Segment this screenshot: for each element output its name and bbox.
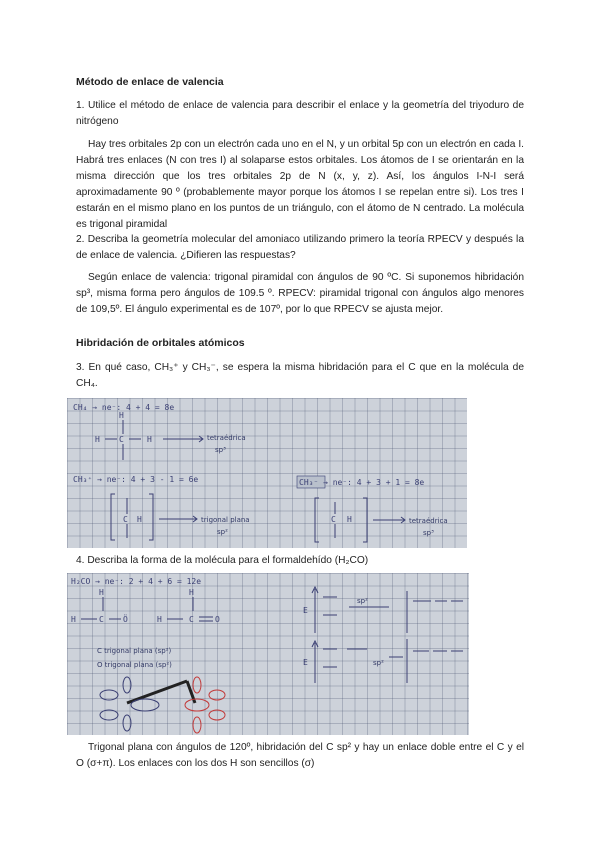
question-1: 1. Utilice el método de enlace de valencia para describir el enlace y la geometría del triyoduro de nitrógeno	[76, 100, 524, 127]
svg-text:C: C	[123, 515, 128, 524]
note-tetrahedral-1: tetraédrica	[207, 434, 246, 442]
svg-text:E: E	[303, 658, 308, 667]
note-ch3plus-electrons: CH₃⁺ → ne⁻: 4 + 3 - 1 = 6e	[73, 475, 199, 484]
svg-text:Ö: Ö	[123, 615, 128, 624]
orbital-sketch	[100, 677, 225, 733]
note-sp3-1: sp³	[215, 446, 226, 454]
ch3minus-structure	[315, 498, 405, 542]
note-ch3minus-electrons: CH₃⁻ → ne⁻: 4 + 3 + 1 = 8e	[299, 478, 425, 487]
note-ch4-electrons: CH₄ → ne⁻: 4 + 4 = 8e	[73, 403, 175, 412]
svg-text:H: H	[157, 615, 162, 624]
answer-4: Trigonal plana con ángulos de 120º, hibridación del C sp² y hay un enlace doble entre el C y el O (σ+π). Los enlaces con los dos H son sencillos (σ)	[76, 742, 524, 769]
note-trigonal-plana: trigonal plana	[201, 516, 250, 524]
handwritten-notes-q4	[67, 573, 469, 735]
note-c-trigonal: C trigonal plana (sp²)	[97, 647, 172, 655]
svg-text:H: H	[99, 588, 104, 597]
svg-text:C: C	[119, 435, 124, 444]
handwritten-notes-q3	[67, 398, 467, 548]
section-title-valence-bond: Método de enlace de valencia	[76, 76, 224, 88]
note-h2co-electrons: H₂CO → ne⁻: 2 + 4 + 6 = 12e	[71, 577, 202, 586]
section-title-hybridization: Hibridación de orbitales atómicos	[76, 337, 245, 349]
note-sp2-c: sp²	[357, 597, 368, 605]
question-3: 3. En qué caso, CH₃⁺ y CH₃⁻, se espera la misma hibridación para el C que en la molécula de CH₄.	[76, 362, 524, 389]
svg-text:H: H	[71, 615, 76, 624]
svg-text:H: H	[137, 515, 142, 524]
svg-text:H: H	[119, 411, 124, 420]
question-4: 4. Describa la forma de la molécula para el formaldehído (H₂CO)	[76, 555, 369, 566]
handwritten-notes-photo-q4	[67, 573, 469, 735]
svg-text:C: C	[99, 615, 104, 624]
svg-text:O: O	[215, 615, 220, 624]
note-sp2: sp²	[217, 528, 228, 536]
note-o-trigonal: O trigonal plana (sp²)	[97, 661, 172, 669]
svg-text:H: H	[147, 435, 152, 444]
svg-text:E: E	[303, 606, 308, 615]
answer-2: Según enlace de valencia: trigonal piramidal con ángulos de 90 ºC. Si suponemos hibridación sp³, misma forma pero ángulos de 109.5 º. RPECV: piramidal trigonal con ángulos algo menores de 109,5º. El ángulo experimental es de 107º, por lo que RPECV se ajusta mejor.	[76, 272, 524, 315]
svg-text:C: C	[189, 615, 194, 624]
svg-text:C: C	[331, 515, 336, 524]
note-sp3-2: sp³	[423, 529, 434, 537]
orbital-energy-diagrams	[312, 587, 463, 683]
note-tetrahedral-2: tetraédrica	[409, 517, 448, 525]
handwritten-notes-photo-q3	[67, 398, 467, 548]
svg-text:H: H	[95, 435, 100, 444]
note-sp2-o: sp²	[373, 659, 384, 667]
svg-text:H: H	[189, 588, 194, 597]
answer-1: Hay tres orbitales 2p con un electrón cada uno en el N, y un orbital 5p con un electrón en cada I. Habrá tres enlaces (N con tres I) al solaparse estos orbitales. Los átomos de I se orientarán en la misma dirección que los tres orbitales 2p de N (x, y, z). Así, los ángulos I-N-I será aproximadamente 90 º (probablemente mayor porque los átomos I se repelan entre si). Los tres I estarán en el mismo plano en los puntos de un triángulo, con el átomo de N centrado. La molécula es trigonal piramidal	[76, 139, 524, 230]
svg-text:H: H	[347, 515, 352, 524]
question-2: 2. Describa la geometría molecular del amoniaco utilizando primero la teoría RPECV y después la de enlace de valencia. ¿Difieren las respuestas?	[76, 234, 524, 261]
